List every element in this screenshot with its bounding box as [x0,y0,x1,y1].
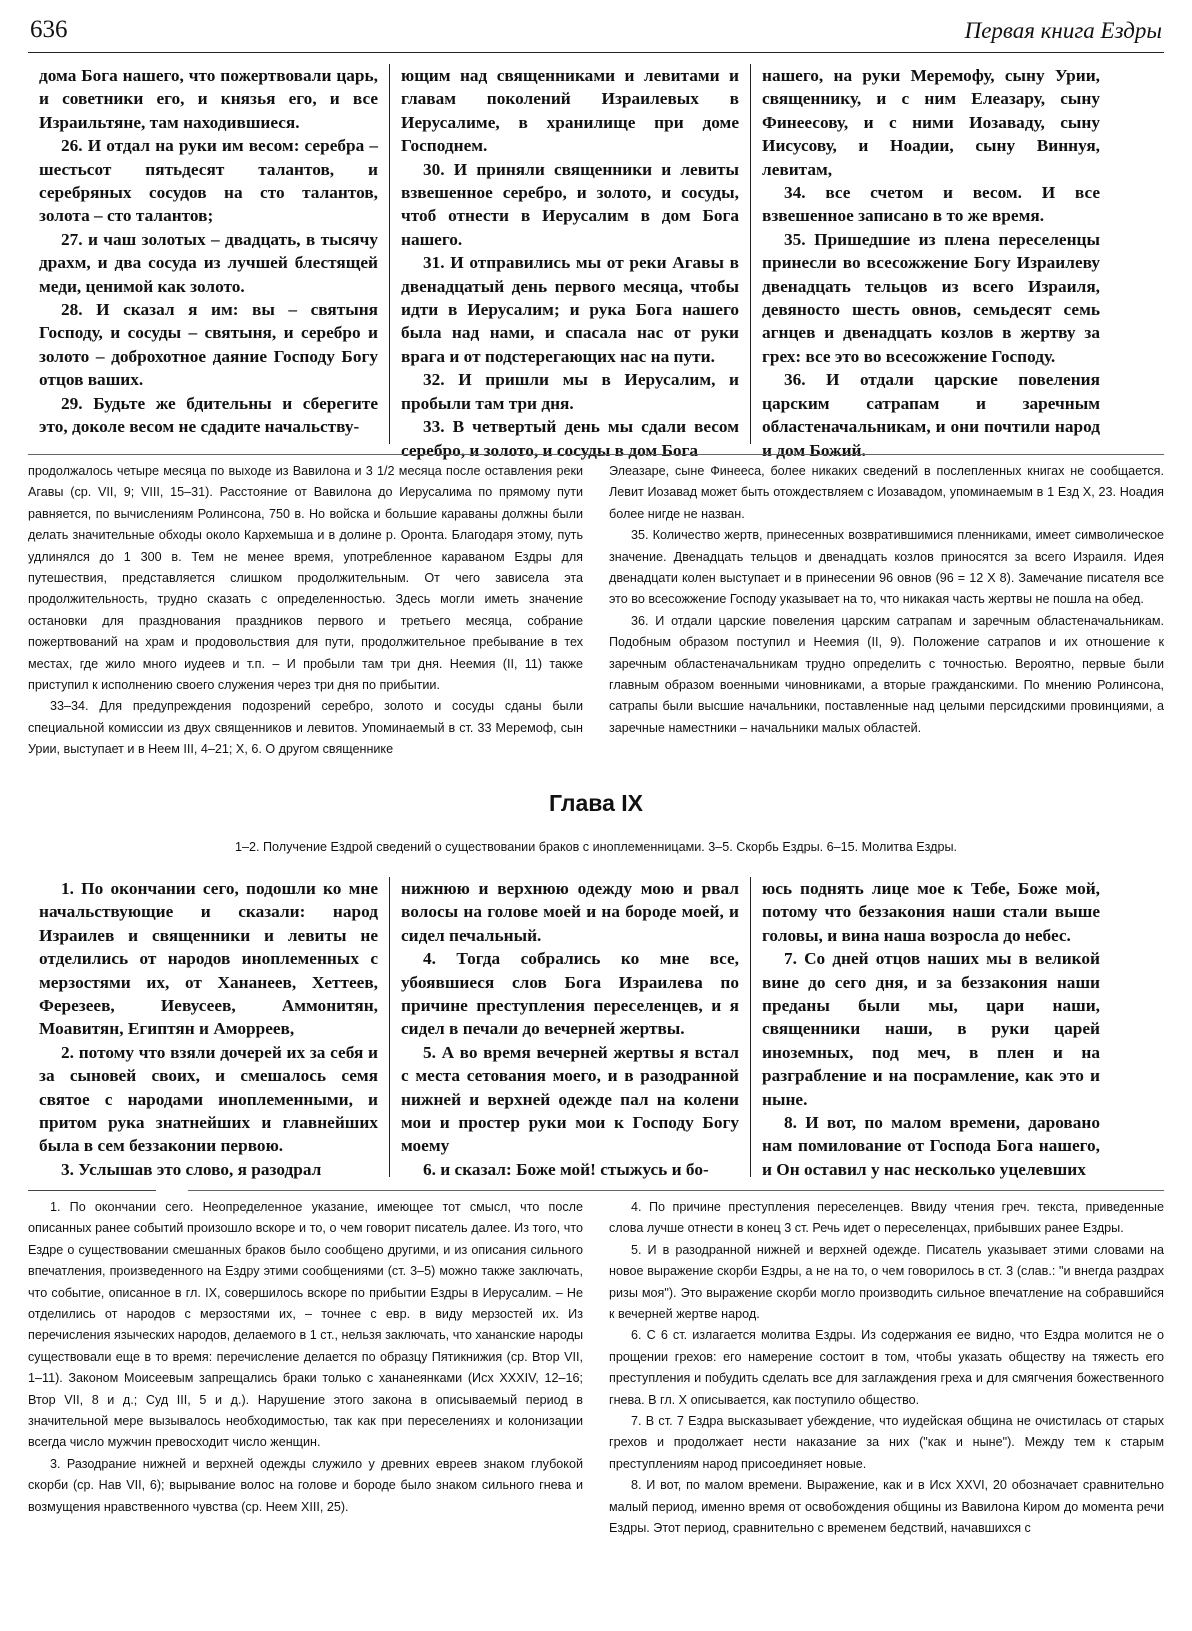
commentary-paragraph: 36. И отдали царские повеления царским сатрапам и заречным областеначальникам. Подобным образом поступил и Неемия (II, 9). Положение сатрапов и их отношение к заречным областеначальникам трудно определить с точностью. Вероятно, первые были главным образом военными чиновниками, а вторые гражданскими. По мнению Ролинсона, сатрапы были высшие начальники, поставленные над целыми персидскими провинциями, а заречные наместники – начальники малых областей. [609,613,1164,735]
verse: 35. Пришедшие из плена переселенцы принесли во всесожжение Богу Израилеву двенадцать тельцов из всего Израиля, девяносто шесть овнов, семьдесят семь агнцев и двенадцать козлов в жертву за грех: все это во всесожжение Господу. [762,229,1100,366]
verse: 27. и чаш золотых – двадцать, в тысячу драхм, и два сосуда из лучшей блестящей меди, ценимой как золото. [39,229,378,296]
book-page [28,14,1164,1624]
verse: 3. Услышав это слово, я разодрал [61,1159,322,1179]
verse: 33. В четвертый день мы сдали весом серебро, и золото, и сосуды в дом Бога [401,417,739,460]
commentary-paragraph: 33–34. Для предупреждения подозрений серебро, золото и сосуды сданы были специальной комиссии из двух священников и левитов. Упоминаемый в ст. 33 Меремоф, сын Урии, выступает и в Неем III, 4–21; X, 6. О другом священнике [28,699,583,757]
scripture-column-3 [750,64,1111,460]
footnote-rule-short [28,1190,156,1191]
verse: 26. И отдал на руки им весом: серебра – шестьсот пятьдесят талантов, и серебряных сосудов на сто талантов, золота – сто талантов; [39,136,378,226]
page-number: 636 [30,16,68,43]
scripture-column-3 [750,877,1111,1177]
commentary-paragraph: Элеазаре, сыне Финееса, более никаких сведений в послепленных книгах не сообщается. Левит Иозавад может быть отождествляем с Иозавадом, упоминаемым в 1 Езд X, 23. Ноадия более нигде не назван. [609,464,1164,521]
commentary-paragraph: 7. В ст. 7 Ездра высказывает убеждение, что иудейская община не очистилась от старых грехов и продолжает нести наказание за них ("как и ныне"). Между тем к старым преступлениям народ присоединяет новые. [609,1414,1164,1471]
scripture-column-1 [28,877,389,1177]
verse: 36. И отдали царские повеления царским сатрапам и заречным областеначальникам, и они почтили народ и дом Божий. [762,370,1100,460]
chapter-title: Глава IX [548,790,644,816]
chapter-summary: 1–2. Получение Ездрой сведений о существовании браков с иноплеменницами. 3–5. Скорбь Ездры. 6–15. Молитва Ездры. [235,840,957,854]
commentary-paragraph: 4. По причине преступления переселенцев. Ввиду чтения греч. текста, приведенные слова лучше отнести в конец 3 ст. Речь идет о переселенцах, прибывших ранее Ездры. [609,1200,1164,1236]
commentary-paragraph: 6. С 6 ст. излагается молитва Ездры. Из содержания ее видно, что Ездра молится не о прощении грехов: его намерение состоит в том, чтобы указать обществу на тяжесть его преступления и побудить сделать все для заглаждения греха и для смягчения божественного гнева. В гл. X описывается, как поступило общество. [609,1328,1164,1407]
verse: дома Бога нашего, что пожертвовали царь, и советники его, и князья его, и все Израильтяне, там находившиеся. [39,66,378,132]
verse: 31. И отправились мы от реки Агавы в двенадцатый день первого месяца, чтобы идти в Иерусалим; и рука Бога нашего была над нами, и спасала нас от руки врага и от подстерегающих нас на пути. [401,253,739,366]
commentary-paragraph: 35. Количество жертв, принесенных возвратившимися пленниками, имеет символическое значение. Двенадцать тельцов и двенадцать козлов приносятся за всего Израиля. Идея двенадцати колен выступает и в принесении 96 овнов (96 = 12 X 8). Замечание писателя все это во всесожжение Господу указывает на то, что никакая часть жертвы не пошла на обед. [609,528,1164,607]
verse: 34. все счетом и весом. И все взвешенное записано в то же время. [762,183,1100,226]
running-title: Первая книга Ездры [964,18,1162,43]
verse: 7. Со дней отцов наших мы в великой вине до сего дня, и за беззакония наши преданы были мы, цари наши, священники наши, в руки царей иноземных, под меч, в плен и на разграбление и на посрамление, как это и ныне. [762,949,1100,1109]
footnote-rule-long [188,1190,1164,1191]
verse: нашего, на руки Меремофу, сыну Урии, священнику, и с ним Елеазару, сыну Финеесову, и с ними Иозаваду, сыну Иисусову, и Ноадии, сыну Виннуя, левитам, [762,66,1100,179]
scripture-column-2 [389,64,750,460]
commentary-bottom [28,1197,1164,1540]
page-header [28,14,1164,53]
commentary-paragraph: 5. И в разодранной нижней и верхней одежде. Писатель указывает этими словами на новое выражение скорби Ездры, а не на то, о чем говорилось в ст. 3 (слав.: "и внегда раздрах ризы моя"). Это выражение скорби могло производить сильное впечатление на собравшийся к вечерней жертве народ. [609,1242,1164,1322]
verse: 29. Будьте же бдительны и сберегите это, доколе весом не сдадите начальству- [39,393,378,437]
verse: 4. Тогда собрались ко мне все, убоявшиеся слов Бога Израилева по причине преступления переселенцев, и я сидел в печали до вечерней жертвы. [401,949,739,1039]
commentary-column-left [28,461,583,761]
commentary-column-right [609,1197,1164,1540]
verse: 2. потому что взяли дочерей их за себя и за сыновей своих, и смешалось семя святое с народами иноплеменными, и притом рука знатнейших и главнейших была в сем беззаконии первою. [39,1042,378,1156]
verse: 1. По окончании сего, подошли ко мне начальствующие и сказали: народ Израилев и священники и левиты не отделились от народов иноплеменных с мерзостями их, от Хананеев, Хеттеев, Ферезеев, Иевусеев, Аммонитян, Моавитян, Египтян и Аморреев, [39,879,378,1039]
scripture-columns-top [28,64,1164,460]
verse: 5. А во время вечерней жертвы я встал с места сетования моего, и в разодранной нижней и верхней одежде пал на колени мои и простер руки мои к Господу Богу моему [401,1042,739,1156]
scripture-column-1 [28,64,389,444]
verse: 28. И сказал я им: вы – святыня Господу, и сосуды – святыня, и серебро и золото – доброхотное даяние Господу Богу отцов ваших. [39,300,378,390]
verse: нижнюю и верхнюю одежду мою и рвал волосы на голове моей и на бороде моей, и сидел печальный. [401,879,739,945]
verse: 6. и сказал: Боже мой! стыжусь и бо- [423,1159,709,1179]
scripture-columns-bottom [28,877,1164,1177]
scripture-column-2 [389,877,750,1177]
verse: 8. И вот, по малом времени, даровано нам помилование от Господа Бога нашего, и Он оставил у нас несколько уцелевших [762,1113,1100,1179]
commentary-top [28,461,1164,761]
verse: 32. И пришли мы в Иерусалим, и пробыли там три дня. [401,370,739,413]
verse: ющим над священниками и левитами и главам поколений Израилевых в Иерусалиме, в хранилище при доме Господнем. [401,66,739,156]
commentary-column-left [28,1197,583,1540]
commentary-paragraph: 8. И вот, по малом времени. Выражение, как и в Исх XXVI, 20 обозначает сравнительно малый период, именно время от освобождения общины из Вавилона Киром до момента речи Ездры. Этот период, сравнительно с временем бедствий, начавшихся с [609,1478,1164,1536]
verse: 30. И приняли священники и левиты взвешенное серебро, и золото, и сосуды, чтоб отнести в Иерусалим в дом Бога нашего. [401,159,739,249]
commentary-paragraph: продолжалось четыре месяца по выходе из Вавилона и 3 1/2 месяца после оставления реки Агавы (ср. VII, 9; VIII, 15–31). Расстояние от Вавилона до Иерусалима по прямому пути равняется, по вычислениям Ролинсона, 750 в. Но войска и большие караваны должны были делать значительные обходы около Кархемыша и в долине р. Оронта. Благодаря этому, путь удлинялся до 1 300 в. Тем не менее время, употребленное караваном Ездры для путешествия, представляется слишком продолжительным. От чего зависела эта продолжительность, трудно сказать с определенностью. Здесь могли иметь значение остановки для празднования праздников первого и третьего месяца, собрание пожертвований на храм и продовольствия для пути, продолжительное пребывание в тех местах, где жило много иудеев и т.п. – И пробыли там три дня. Неемия (II, 11) также приступил к исполнению своего служения через три дня по прибытии. [28,464,583,693]
separator-rule [28,454,1164,455]
verse: юсь поднять лице мое к Тебе, Боже мой, потому что беззакония наши стали выше головы, и вина наша возросла до небес. [762,879,1100,945]
commentary-paragraph: 3. Разодрание нижней и верхней одежды служило у древних евреев знаком глубокой скорби (ср. Нав VII, 6); вырывание волос на голове и бороде было знаком сильного гнева и возмущения нравственного чувства (ср. Неем XIII, 25). [28,1456,583,1514]
commentary-column-right [609,461,1164,761]
commentary-paragraph: 1. По окончании сего. Неопределенное указание, имеющее тот смысл, что после описанных ранее событий произошло вскоре и то, о чем говорит писатель далее. Из того, что Ездре о существовании смешанных браков было сообщено другими, и из описания сильного впечатления, произведенного на Ездру этими сообщениями (ст. 3–5) можно также заключать, что событие, описанное в гл. IX, совершилось вскоре по прибытии Ездры в Иерусалим. – Не отделились от народов с мерзостями их, – точнее с евр. в виду мерзостей их. Из перечисления языческих народов, делаемого в 1 ст., нельзя заключать, что хананские народы существовали еще в то время: перечисление делается по образцу Пятикнижия (ср. Втор VII, 1–11). Законом Моисеевым запрещались браки только с хананеянками (Исх XXXIV, 12–16; Втор VII, 8 и д.; Суд III, 5 и д.). Нарушение этого закона в описываемый период в значительной мере вызывалось необходимостью, так как при переселениях и колонизации всегда число мужчин превосходит число женщин. [28,1200,583,1450]
